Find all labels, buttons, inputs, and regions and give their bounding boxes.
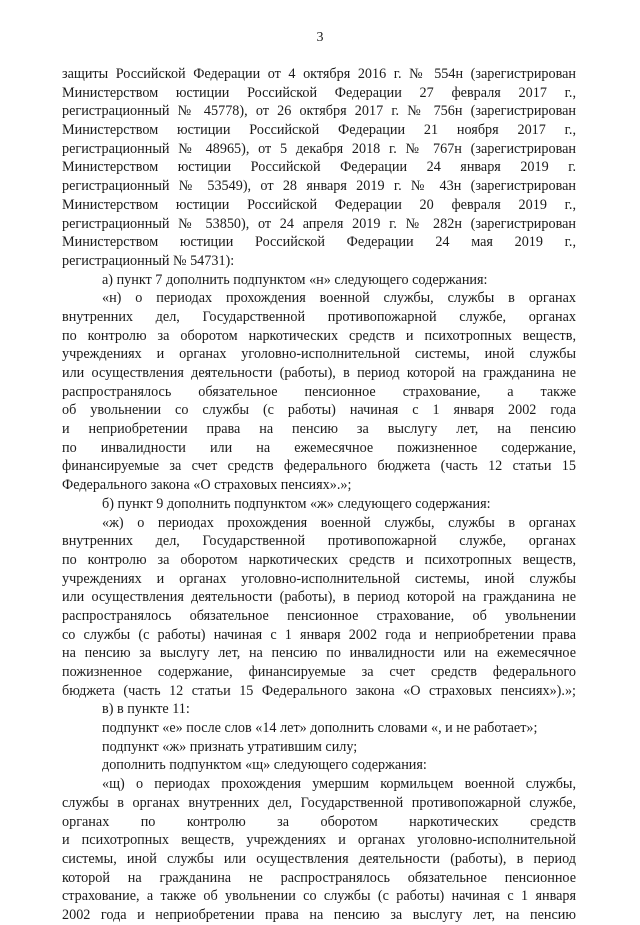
text-line: Министерством юстиции Российской Федерации 24 мая 2019 г.,	[62, 234, 576, 251]
text-line: регистрационный № 53850), от 24 апреля 2019 г. № 282н (зарегистрирован	[62, 215, 576, 232]
text-line: системы, иной службы или осуществления деятельности (работы), в период	[62, 850, 576, 867]
text-line: со службы (с работы) начиная с 1 января 2002 года и неприобретении права	[62, 626, 576, 643]
text-line: «н) о периодах прохождения военной службы, службы в органах	[102, 290, 576, 307]
text-line: внутренних дел, Государственной противопожарной службе, органах	[62, 308, 576, 325]
text-line: регистрационный № 45778), от 26 октября 2017 г. № 756н (зарегистрирован	[62, 103, 576, 120]
text-line: службы в органах внутренних дел, Государственной противопожарной службе,	[62, 794, 576, 811]
text-line: в) в пункте 11:	[102, 701, 190, 718]
text-line: регистрационный № 53549), от 28 января 2019 г. № 43н (зарегистрирован	[62, 178, 576, 195]
page-number: 3	[316, 30, 324, 45]
text-line: учреждениях и органах уголовно-исполнительной системы, иной службы	[62, 570, 576, 587]
text-line: Министерством юстиции Российской Федерации 20 февраля 2019 г.,	[62, 196, 576, 213]
text-line: финансируемые за счет средств федерального бюджета (часть 12 статьи 15	[62, 458, 576, 475]
text-line: и неприобретении права на пенсию за выслугу лет, на пенсию	[62, 421, 576, 438]
text-line: «ж) о периодах прохождения военной службы, службы в органах	[102, 514, 576, 531]
text-line: органах по контролю за оборотом наркотических средств	[62, 813, 576, 830]
text-line: дополнить подпунктом «щ» следующего содержания:	[102, 757, 427, 774]
text-line: распространялось обязательное пенсионное страхование, а также	[62, 383, 576, 400]
text-line: регистрационный № 48965), от 5 декабря 2018 г. № 767н (зарегистрирован	[62, 140, 576, 157]
text-line: пожизненное содержание, финансируемые за счет средств федерального	[62, 664, 576, 680]
text-line: «щ) о периодах прохождения умершим кормильцем военной службы,	[102, 776, 576, 793]
text-line: Министерством юстиции Российской Федерации 21 ноября 2017 г.,	[62, 122, 576, 139]
text-line: которой на гражданина не распространялось обязательное пенсионное	[62, 869, 576, 886]
text-line: по инвалидности или на ежемесячное пожизненное содержание,	[62, 439, 576, 456]
text-line: учреждениях и органах уголовно-исполнительной системы, иной службы	[62, 346, 576, 363]
text-line: и психотропных веществ, учреждениях и органах уголовно-исполнительной	[62, 832, 576, 849]
text-line: на пенсию за выслугу лет, на пенсию по инвалидности или на ежемесячное	[62, 645, 576, 662]
text-line: об увольнении со службы (с работы) начиная с 1 января 2002 года	[62, 402, 576, 419]
text-line: а) пункт 7 дополнить подпунктом «н» следующего содержания:	[102, 271, 488, 288]
text-line: б) пункт 9 дополнить подпунктом «ж» следующего содержания:	[102, 495, 491, 512]
document-body	[62, 65, 576, 925]
text-line: или осуществления деятельности (работы), в период которой на гражданина не	[62, 589, 576, 606]
text-line: бюджета (часть 12 статьи 15 Федерального закона «О страховых пенсиях»).»;	[62, 682, 576, 699]
text-line: Министерством юстиции Российской Федерации 27 февраля 2017 г.,	[62, 84, 576, 101]
text-line: по контролю за оборотом наркотических средств и психотропных веществ,	[62, 551, 576, 568]
text-line: подпункт «е» после слов «14 лет» дополнить словами «, и не работает»;	[102, 720, 538, 737]
text-line: 2002 года и неприобретении права на пенсию за выслугу лет, на пенсию	[62, 906, 576, 923]
text-line: по контролю за оборотом наркотических средств и психотропных веществ,	[62, 327, 576, 344]
text-line: внутренних дел, Государственной противопожарной службе, органах	[62, 533, 576, 550]
text-line: Федерального закона «О страховых пенсиях».»;	[62, 477, 352, 494]
text-line: подпункт «ж» признать утратившим силу;	[102, 738, 358, 755]
text-line: распространялось обязательное пенсионное страхование, об увольнении	[62, 607, 576, 624]
text-line: защиты Российской Федерации от 4 октября 2016 г. № 554н (зарегистрирован	[62, 66, 576, 82]
text-line: страхование, а также об увольнении со службы (с работы) начиная с 1 января	[62, 888, 576, 905]
text-line: Министерством юстиции Российской Федерации 24 января 2019 г.	[62, 159, 576, 176]
text-line: или осуществления деятельности (работы), в период которой на гражданина не	[62, 365, 576, 381]
text-line: регистрационный № 54731):	[62, 252, 235, 269]
